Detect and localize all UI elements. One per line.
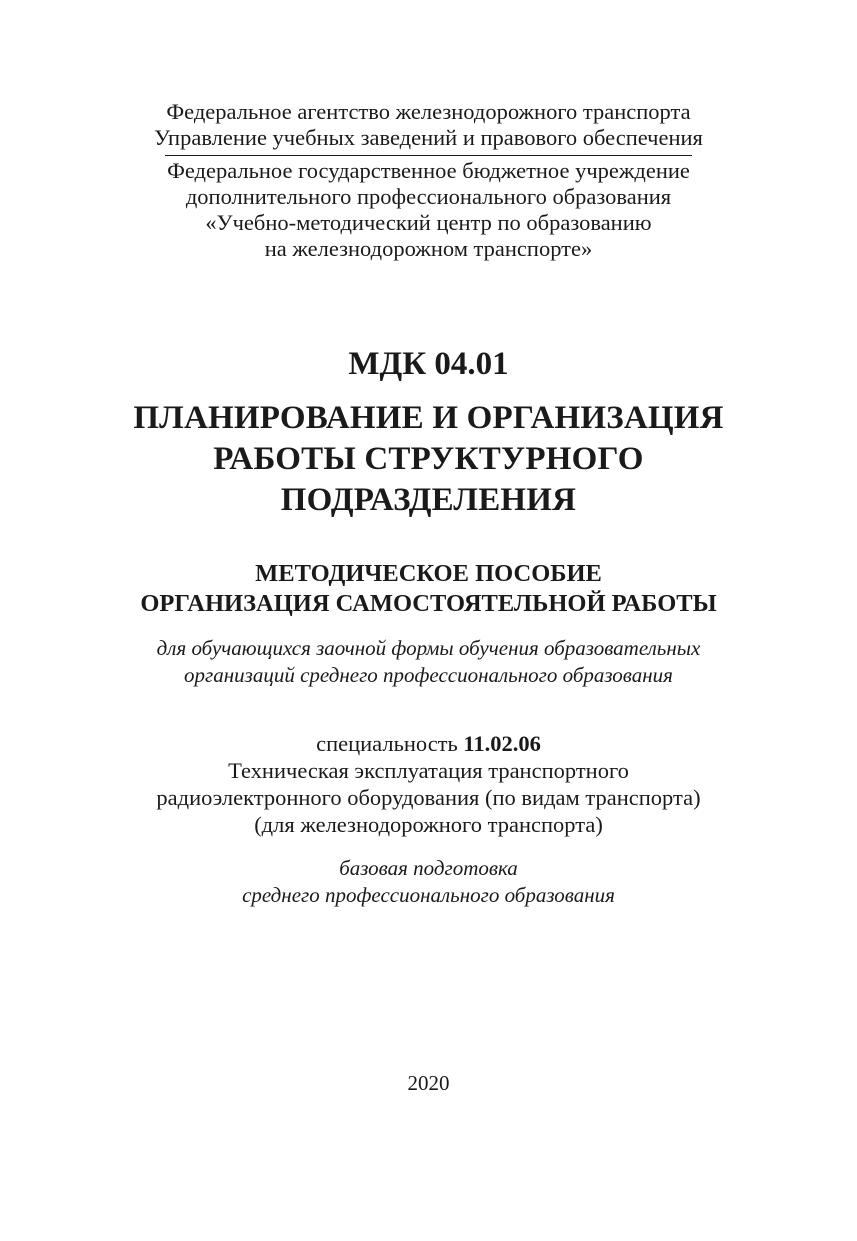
subtitle: [0, 559, 857, 619]
specialty-line: Техническая эксплуатация транспортного: [228, 758, 629, 783]
institution-line: дополнительного профессионального образования: [185, 184, 672, 209]
header-divider: [165, 155, 692, 156]
training-level: [0, 855, 857, 909]
institution-line: Федеральное государственное бюджетное учреждение: [167, 158, 690, 183]
course-code: [0, 344, 857, 384]
year-text: 2020: [407, 1071, 450, 1095]
institution-line: на железнодорожном транспорте»: [264, 236, 593, 261]
title-line: РАБОТЫ СТРУКТУРНОГО: [213, 441, 644, 477]
course-code-text: МДК 04.01: [348, 346, 509, 382]
title-line: ПЛАНИРОВАНИЕ И ОРГАНИЗАЦИЯ: [133, 400, 724, 436]
specialty: [0, 730, 857, 838]
page-title: [0, 398, 857, 521]
specialty-line: (для железнодорожного транспорта): [254, 812, 603, 837]
audience-line: организаций среднего профессионального образования: [184, 663, 673, 687]
target-audience: [0, 635, 857, 689]
specialty-line: радиоэлектронного оборудования (по видам транспорта): [156, 785, 701, 810]
institution-name: [0, 158, 857, 262]
subtitle-line: ОРГАНИЗАЦИЯ САМОСТОЯТЕЛЬНОЙ РАБОТЫ: [140, 590, 717, 617]
department-name: Управление учебных заведений и правового обеспечения: [154, 125, 703, 150]
training-line: базовая подготовка: [339, 856, 518, 880]
specialty-code: 11.02.06: [463, 731, 541, 756]
issuing-agency: [0, 99, 857, 151]
specialty-heading: [0, 730, 857, 757]
institution-line: «Учебно-методический центр по образованию: [205, 210, 652, 235]
publication-year: [0, 1070, 857, 1096]
title-line: ПОДРАЗДЕЛЕНИЯ: [280, 482, 577, 518]
specialty-label: специальность: [316, 731, 464, 756]
subtitle-line: МЕТОДИЧЕСКОЕ ПОСОБИЕ: [255, 560, 602, 587]
audience-line: для обучающихся заочной формы обучения образовательных: [156, 636, 701, 660]
agency-name: Федеральное агентство железнодорожного транспорта: [166, 99, 691, 124]
training-line: среднего профессионального образования: [242, 883, 615, 907]
